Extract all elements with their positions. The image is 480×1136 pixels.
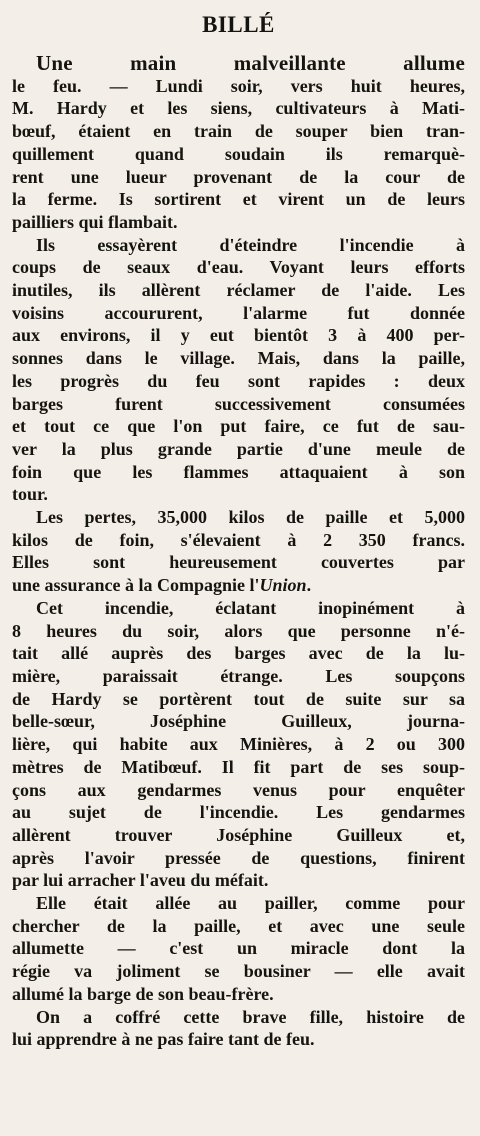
paragraph-6 [12,1006,465,1051]
text-line: tour. [12,484,48,505]
text-line: rent une lueur provenant de la cour de [12,166,465,187]
text-line: belle-sœur, Joséphine Guilleux, journa- [12,711,465,732]
text-line: Ils essayèrent d'éteindre l'incendie à [36,234,465,255]
article-title: BILLÉ [202,12,275,37]
headline-line: Une main malveillante allume [36,51,465,75]
paragraph-3 [12,506,465,597]
text-line: lui apprendre à ne pas faire tant de feu. [12,1029,315,1050]
text-line: barges furent successivement consumées [12,393,465,414]
text-line: On a coffré cette brave fille, histoire de [36,1006,465,1027]
text-fragment: une assurance à la Compagnie l' [12,575,260,596]
text-line: la ferme. Is sortirent et virent un de leurs [12,189,465,210]
text-line: allumé la barge de son beau-frère. [12,983,274,1004]
text-line: après l'avoir pressée de questions, finirent [12,847,465,868]
text-line [12,574,465,597]
text-line: mière, paraissait étrange. Les soupçons [12,665,465,686]
company-name: Union [259,575,307,596]
text-line: les progrès du feu sont rapides : deux [12,370,465,391]
text-fragment: . [306,575,312,596]
text-line: lière, qui habite aux Minières, à 2 ou 300 [12,734,465,755]
text-line: Les pertes, 35,000 kilos de paille et 5,000 [36,507,465,528]
text-line: voisins accoururent, l'alarme fut donnée [12,302,465,323]
text-line: allumette — c'est un miracle dont la [12,938,465,959]
text-line: chercher de la paille, et avec une seule [12,915,465,936]
text-line: bœuf, étaient en train de souper bien tran- [12,121,465,142]
text-line: tait allé auprès des barges avec de la lu- [12,643,465,664]
text-line: quillement quand soudain ils remarquè- [12,143,465,164]
text-line: régie va joliment se bousiner — elle avait [12,961,465,982]
paragraph-4 [12,597,465,892]
text-line: Elle était allée au pailler, comme pour [36,893,465,914]
text-line: ver la plus grande partie d'une meule de [12,438,465,459]
text-line: pailliers qui flambait. [12,211,178,232]
text-line: coups de seaux d'eau. Voyant leurs efforts [12,257,465,278]
text-line: Cet incendie, éclatant inopinément à [36,597,465,618]
text-line: Elles sont heureusement couvertes par [12,552,465,573]
text-line: mètres de Matibœuf. Il fit part de ses soup- [12,756,465,777]
paragraph-5 [12,892,465,1006]
text-line: allèrent trouver Joséphine Guilleux et, [12,824,465,845]
text-line: çons aux gendarmes venus pour enquêter [12,779,465,800]
paragraph-2 [12,234,465,506]
text-line: par lui arracher l'aveu du méfait. [12,870,269,891]
text-line: le feu. — Lundi soir, vers huit heures, [12,75,465,96]
text-line: kilos de foin, s'élevaient à 2 350 francs. [12,529,465,550]
text-line: de Hardy se portèrent tout de suite sur sa [12,688,465,709]
text-line: sonnes dans le village. Mais, dans la paille, [12,348,465,369]
text-line: inutiles, ils allèrent réclamer de l'aide. Les [12,280,465,301]
text-line: foin que les flammes attaquaient à son [12,461,465,482]
text-line: M. Hardy et les siens, cultivateurs à Mati- [12,98,465,119]
text-line: aux environs, il y eut bientôt 3 à 400 per- [12,325,465,346]
article-body [12,52,465,1051]
text-line: 8 heures du soir, alors que personne n'é- [12,620,465,641]
text-line: et tout ce que l'on put faire, ce fut de sau- [12,416,465,437]
paragraph-1 [12,52,465,234]
text-line: au sujet de l'incendie. Les gendarmes [12,802,465,823]
